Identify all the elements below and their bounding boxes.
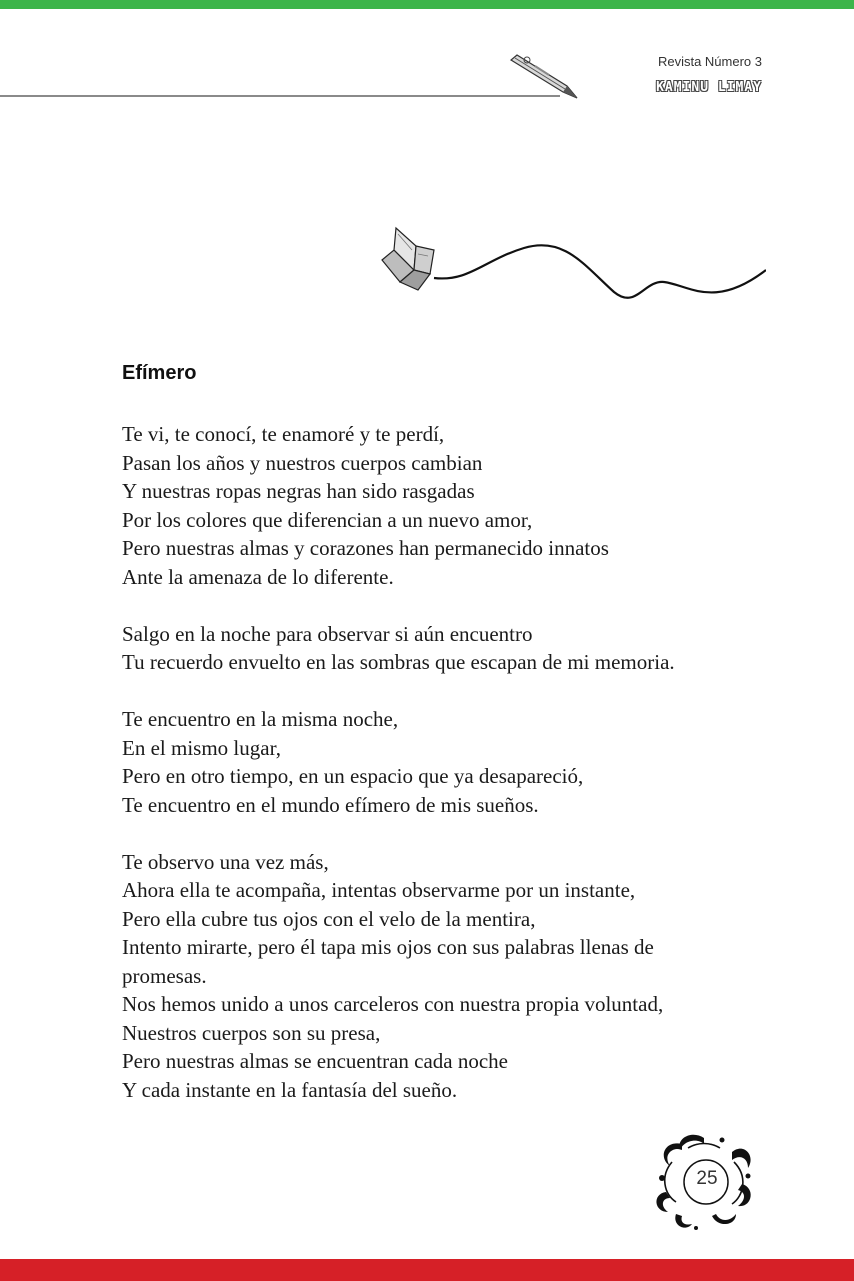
stanza — [122, 705, 782, 819]
poem-line: Tu recuerdo envuelto en las sombras que escapan de mi memoria. — [122, 650, 675, 674]
poem-line: Pasan los años y nuestros cuerpos cambian — [122, 450, 483, 475]
page-number: 25 — [696, 1168, 718, 1189]
stanza — [122, 848, 782, 1105]
poem-line: Te encuentro en el mundo efímero de mis sueños. — [122, 792, 539, 817]
poem-body — [122, 420, 782, 1133]
poem-line: Ahora ella te acompaña, intentas observarme por un instante, — [122, 878, 636, 902]
poem-line: Salgo en la noche para observar si aún encuentro — [122, 621, 533, 646]
poem-line: Pero en otro tiempo, en un espacio que ya desapareció, — [122, 764, 584, 788]
magazine-issue: Revista Número 3 — [657, 54, 762, 69]
poem-line: Y nuestras ropas negras han sido rasgadas — [122, 479, 475, 503]
poem-line: Y cada instante en la fantasía del sueño. — [122, 1077, 458, 1102]
top-green-band — [0, 0, 854, 9]
poem-line: Pero ella cubre tus ojos con el velo de la mentira, — [122, 906, 536, 931]
open-book-icon — [374, 220, 766, 310]
fountain-pen-icon — [505, 52, 580, 100]
poem-line: Pero nuestras almas y corazones han permanecido innatos — [122, 536, 609, 560]
bottom-red-band — [0, 1259, 854, 1281]
poem-line: Por los colores que diferencian a un nuevo amor, — [122, 507, 533, 532]
poem-line: Te encuentro en la misma noche, — [122, 707, 399, 731]
stanza — [122, 620, 782, 677]
poem-line: Ante la amenaza de lo diferente. — [122, 564, 394, 589]
poem-line: promesas. — [122, 963, 207, 988]
poem-line: Te observo una vez más, — [122, 849, 329, 874]
poem-line: Pero nuestras almas se encuentran cada noche — [122, 1049, 508, 1073]
poem-line: En el mismo lugar, — [122, 735, 281, 760]
magazine-name: KAMINU LIMAY — [656, 80, 762, 95]
stanza — [122, 420, 782, 591]
poem-title: Efímero — [122, 362, 197, 384]
poem-line: Nos hemos unido a unos carceleros con nuestra propia voluntad, — [122, 992, 664, 1016]
poem-line: Te vi, te conocí, te enamoré y te perdí, — [122, 422, 445, 446]
poem-line: Nuestros cuerpos son su presa, — [122, 1020, 381, 1045]
poem-line: Intento mirarte, pero él tapa mis ojos con sus palabras llenas de — [122, 935, 654, 959]
header-rule — [0, 95, 560, 97]
